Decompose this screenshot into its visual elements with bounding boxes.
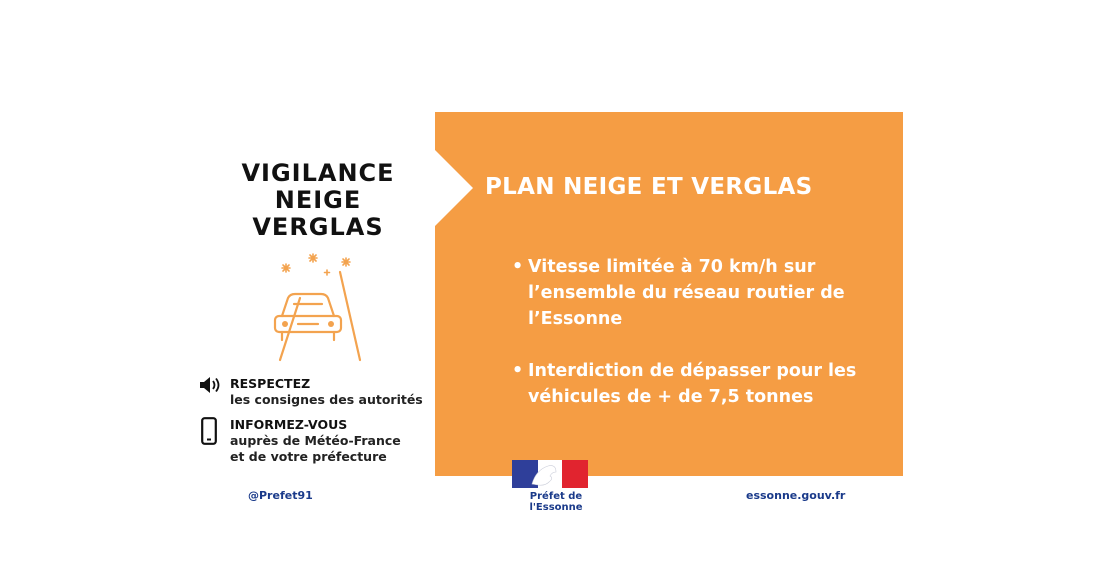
vigilance-line-1: VIGILANCE xyxy=(241,159,395,187)
advice-body-line: auprès de Météo-France xyxy=(230,433,401,448)
advice-body-line: et de votre préfecture xyxy=(230,449,387,464)
vigilance-title xyxy=(228,160,408,241)
advice-heading: INFORMEZ-VOUS xyxy=(230,417,348,432)
bullet-text: Vitesse limitée à 70 km/h sur l’ensemble du réseau routier de l’Essonne xyxy=(528,257,845,329)
bullet-text: Interdiction de dépasser pour les véhicules de + de 7,5 tonnes xyxy=(528,361,857,407)
advice-informez xyxy=(198,417,438,465)
megaphone-icon xyxy=(198,376,224,394)
website-link[interactable]: essonne.gouv.fr xyxy=(746,489,846,502)
advice-respectez xyxy=(198,376,438,408)
twitter-handle[interactable]: @Prefet91 xyxy=(248,489,313,502)
marianne-flag-icon xyxy=(512,460,588,488)
prefet-label: Préfet de l'Essonne xyxy=(529,491,583,513)
prefet-logo xyxy=(505,460,607,513)
advice-body-line: les consignes des autorités xyxy=(230,392,423,407)
bullet-dot-icon: • xyxy=(512,257,524,277)
bullet-item xyxy=(512,254,862,332)
bullet-item xyxy=(512,358,862,410)
smartphone-icon xyxy=(201,417,217,445)
panel-title: PLAN NEIGE ET VERGLAS xyxy=(485,174,813,200)
snowy-road-car-icon xyxy=(264,248,374,368)
chevron-right-icon xyxy=(435,150,473,226)
bullet-dot-icon: • xyxy=(512,361,524,381)
vigilance-line-2: NEIGE xyxy=(274,186,362,214)
vigilance-line-3: VERGLAS xyxy=(252,213,384,241)
advice-heading: RESPECTEZ xyxy=(230,376,311,391)
bullet-list xyxy=(512,254,862,436)
